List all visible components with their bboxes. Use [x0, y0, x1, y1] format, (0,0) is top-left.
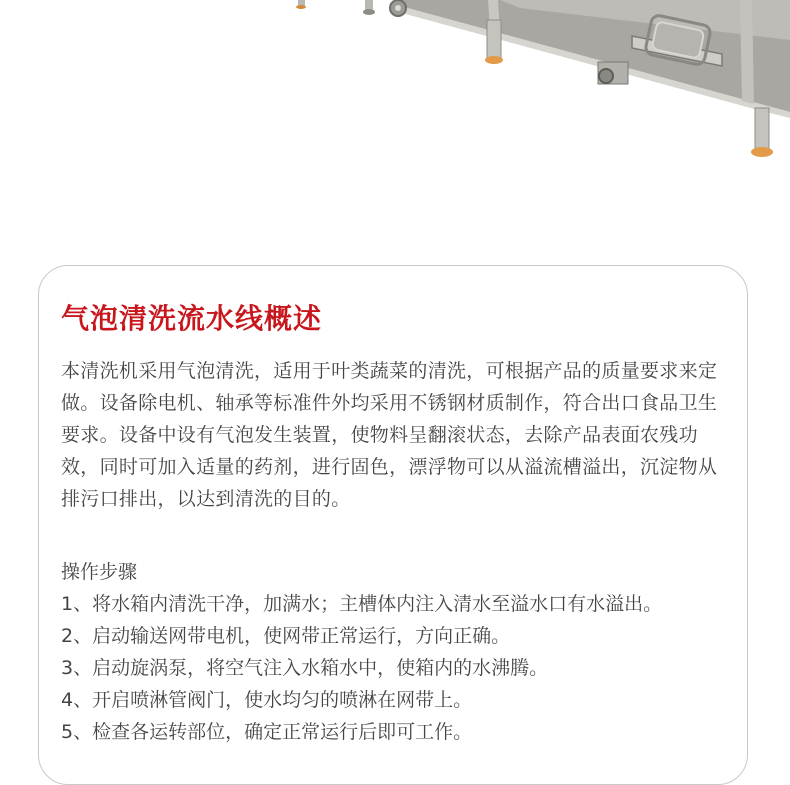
list-item: 4、开启喷淋管阀门，使水均匀的喷淋在网带上。: [61, 689, 473, 711]
list-item: 3、启动旋涡泵，将空气注入水箱水中，使箱内的水沸腾。: [61, 657, 549, 679]
list-item: 5、检查各运转部位，确定正常运行后即可工作。: [61, 721, 473, 743]
list-item: 2、启动输送网带电机，使网带正常运行，方向正确。: [61, 625, 511, 647]
machine-photo: [0, 0, 790, 175]
steps-list: [61, 588, 662, 748]
caster-wheel-icon: [390, 0, 406, 16]
section-title: 气泡清洗流水线概述: [61, 302, 323, 335]
list-item: 1、将水箱内清洗干净，加满水；主槽体内注入清水至溢水口有水溢出。: [61, 593, 663, 615]
section-description: 本清洗机采用气泡清洗，适用于叶类蔬菜的清洗，可根据产品的质量要求来定做。设备除电机、轴承等标准件外均采用不锈钢材质制作，符合出口食品卫生要求。设备中设有气泡发生装置，使物料呈翻滚状态，去除产品表面农残功效，同时可加入适量的药剂，进行固色，漂浮物可以从溢流槽溢出，沉淀物从排污口排出，以达到清洗的目的。: [61, 360, 718, 510]
steps-heading: 操作步骤: [61, 561, 138, 583]
drain-outlet-icon: [598, 62, 628, 84]
